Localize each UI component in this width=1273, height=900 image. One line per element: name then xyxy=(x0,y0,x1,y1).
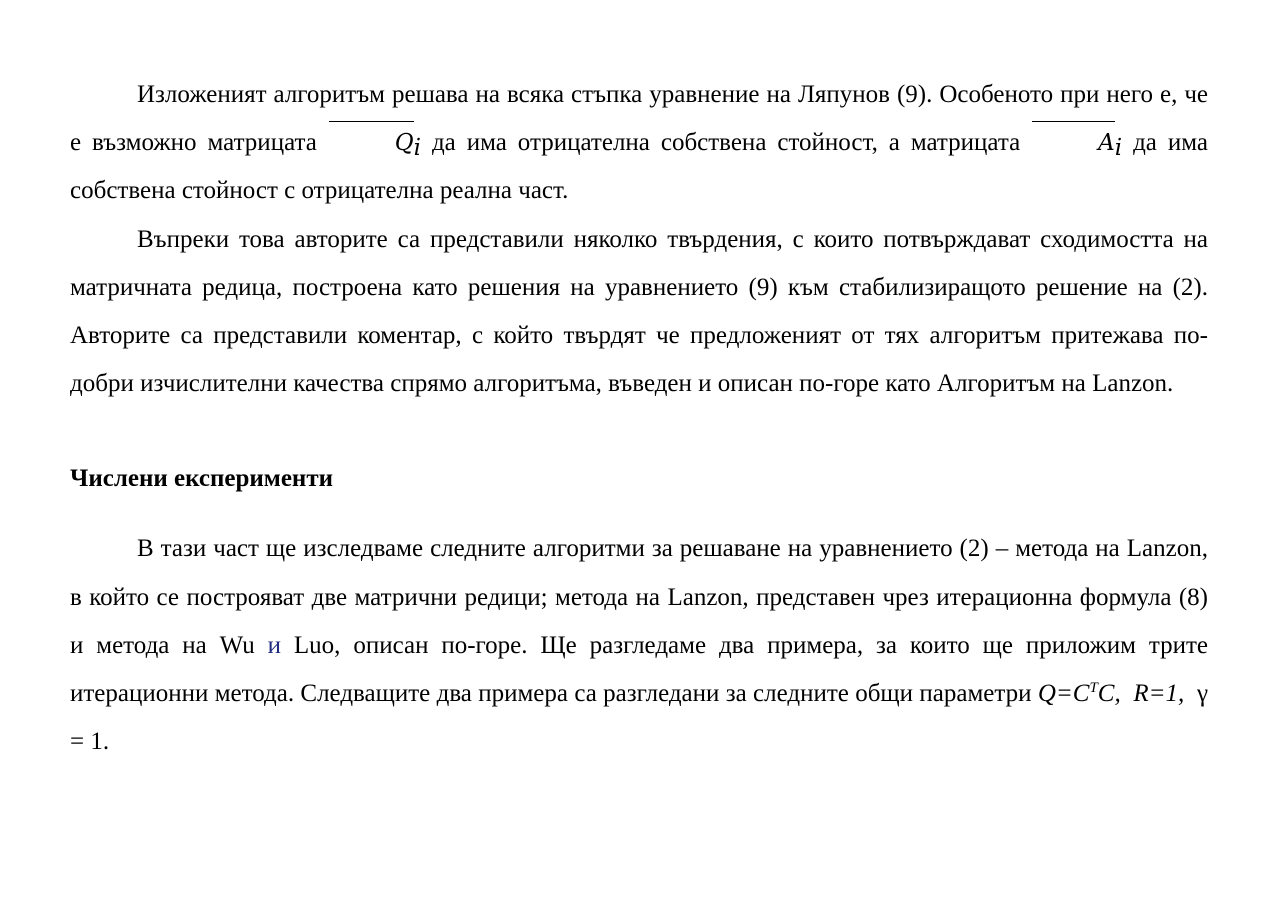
formula-r: R=1, xyxy=(1133,680,1185,708)
formula-q-superscript: T xyxy=(1089,680,1098,697)
section-heading: Числени експерименти xyxy=(70,465,334,493)
spacer xyxy=(70,408,1208,455)
conjunction-word: и xyxy=(267,631,282,659)
formula-q: $Q=C^TC$, xyxy=(1037,680,1121,708)
paragraph-convergence: Въпреки това авторите са представили няколко твърдения, с които потвърждават сходимостта на матричната редица, построена като решения на уравнението (9) към стабилизиращото решение на (2). Авторите са представили коментар, с който твърдят че предложеният от тях алгоритъм притежава по-добри изчислителни качества спрямо алгоритъма, въведен и описан по-горе като Алгоритъм на Lanzon. xyxy=(70,225,1208,398)
a-bar-subscript: i xyxy=(1114,135,1123,162)
paragraph3-text-b: Luo, описан по-горе. Ще разгледаме два примера, за които ще приложим трите итерационни метода. Следващите два примера са разгледани за следните общи параметри xyxy=(70,631,1208,708)
q-bar-symbol: Q xyxy=(328,119,414,167)
paragraph-lyapunov xyxy=(70,71,1208,216)
paragraph1-text-c: да има собствена стойност с отрицателна реална част. xyxy=(70,129,1208,205)
paragraph1-text-b: да има отрицателна собствена стойност, а матрицата xyxy=(421,129,1032,157)
paragraph3-text-a: В тази част ще изследваме следните алгоритми за решаване на уравнението (2) – метода на Lanzon, в който се построяват две матрични редици; метода на Lanzon, представен чрез итерационна формула (8) и метода на Wu xyxy=(70,535,1208,659)
paragraph-experiments xyxy=(70,525,1208,766)
a-bar-symbol: A xyxy=(1031,119,1115,167)
paragraph1-text-a: Изложеният алгоритъм решава на всяка стъпка уравнение на Ляпунов (9). Особеното при него е, че е възможно матрицата xyxy=(70,81,1208,157)
sentence-end: . xyxy=(102,728,110,756)
formula-gamma: γ = 1 xyxy=(70,680,1209,756)
document-page xyxy=(70,71,1208,766)
spacer xyxy=(70,503,1208,525)
q-bar-subscript: i xyxy=(413,135,422,162)
